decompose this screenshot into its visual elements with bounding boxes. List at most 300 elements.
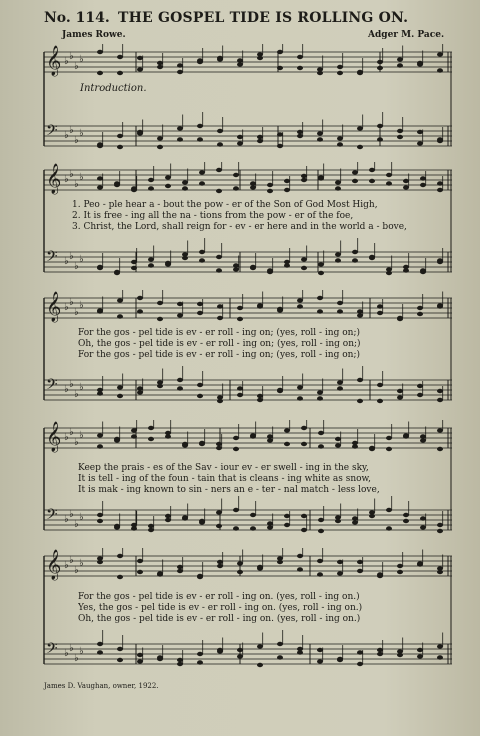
note-head	[437, 447, 443, 451]
note-head	[317, 659, 323, 663]
note-head	[377, 124, 383, 128]
note-head	[137, 67, 143, 71]
note-head	[114, 181, 120, 185]
lyric-line: Oh, the gos - pel tide is ev - er roll - ing on. (yes, roll - ing on.)	[78, 614, 361, 624]
note-head	[182, 442, 188, 446]
note-head	[137, 653, 143, 657]
note-head	[148, 524, 154, 528]
note-head	[237, 386, 243, 390]
note-head	[318, 444, 324, 448]
note-head	[417, 384, 423, 388]
flat-icon: ♭	[69, 297, 74, 308]
note-head	[397, 389, 403, 393]
note-head	[297, 650, 303, 654]
note-head	[301, 178, 307, 182]
note-head	[357, 378, 363, 382]
flat-icon: ♭	[69, 427, 74, 438]
note-head	[250, 185, 256, 189]
note-head	[237, 141, 243, 145]
note-head	[369, 447, 375, 451]
note-head	[217, 304, 223, 308]
flat-icon: ♭	[69, 51, 74, 62]
note-head	[377, 66, 383, 70]
note-head	[386, 173, 392, 177]
note-head	[420, 183, 426, 187]
note-head	[386, 271, 392, 275]
staff	[44, 496, 452, 533]
flat-icon: ♭	[74, 519, 79, 530]
flat-icon: ♭	[74, 437, 79, 448]
note-head	[199, 170, 205, 174]
note-head	[131, 186, 137, 190]
note-head	[284, 442, 290, 446]
note-head	[157, 145, 163, 149]
note-head	[117, 71, 123, 75]
flat-icon: ♭	[79, 512, 84, 523]
note-head	[297, 396, 303, 400]
note-head	[357, 313, 363, 317]
note-head	[337, 571, 343, 575]
flat-icon: ♭	[79, 172, 84, 183]
note-head	[257, 135, 263, 139]
note-head	[337, 658, 343, 662]
note-head	[148, 426, 154, 430]
note-head	[437, 428, 443, 432]
note-head	[357, 662, 363, 666]
note-head	[352, 520, 358, 524]
note-head	[233, 173, 239, 177]
note-head	[403, 179, 409, 183]
note-head	[437, 52, 443, 56]
note-head	[267, 525, 273, 529]
note-head	[267, 189, 273, 193]
note-head	[197, 575, 203, 579]
flat-icon: ♭	[74, 565, 79, 576]
note-head	[337, 65, 343, 69]
note-head	[297, 554, 303, 558]
note-head	[197, 383, 203, 387]
note-head	[157, 384, 163, 388]
note-head	[417, 648, 423, 652]
bass-clef-icon: 𝄢	[46, 248, 58, 269]
flat-icon: ♭	[74, 61, 79, 72]
note-head	[131, 266, 137, 270]
note-head	[335, 443, 341, 447]
flat-icon: ♭	[69, 125, 74, 136]
note-head	[417, 562, 423, 566]
staff	[44, 290, 452, 323]
note-head	[297, 385, 303, 389]
note-head	[357, 309, 363, 313]
flat-icon: ♭	[64, 130, 69, 141]
note-head	[97, 309, 103, 313]
note-head	[437, 258, 443, 262]
note-head	[267, 434, 273, 438]
note-head	[377, 60, 383, 64]
note-head	[267, 521, 273, 525]
note-head	[177, 565, 183, 569]
note-head	[397, 570, 403, 574]
note-head	[437, 655, 443, 659]
note-head	[197, 58, 203, 62]
note-head	[137, 390, 143, 394]
note-head	[318, 262, 324, 266]
note-head	[335, 437, 341, 441]
note-head	[352, 179, 358, 183]
note-head	[277, 655, 283, 659]
composer-credit: Adger M. Pace.	[368, 30, 445, 40]
note-head	[357, 126, 363, 130]
note-head	[257, 565, 263, 569]
note-head	[437, 529, 443, 533]
note-head	[117, 647, 123, 651]
note-head	[301, 442, 307, 446]
note-head	[337, 301, 343, 305]
note-head	[137, 56, 143, 60]
flat-icon: ♭	[79, 254, 84, 265]
note-head	[148, 178, 154, 182]
flat-icon: ♭	[79, 430, 84, 441]
note-head	[377, 383, 383, 387]
lyric-line: It is tell - ing of the foun - tain that is cleans - ing white as snow,	[78, 474, 372, 484]
note-head	[357, 145, 363, 149]
note-head	[297, 66, 303, 70]
note-head	[317, 572, 323, 576]
hymn-title: THE GOSPEL TIDE IS ROLLING ON.	[118, 10, 409, 26]
note-head	[165, 175, 171, 179]
staff	[44, 630, 452, 667]
note-head	[337, 386, 343, 390]
note-head	[437, 570, 443, 574]
note-head	[417, 306, 423, 310]
note-head	[148, 257, 154, 261]
note-head	[257, 663, 263, 667]
note-head	[257, 398, 263, 402]
note-head	[317, 396, 323, 400]
note-head	[237, 648, 243, 652]
staff	[44, 548, 452, 581]
note-head	[177, 137, 183, 141]
note-head	[131, 526, 137, 530]
note-head	[117, 314, 123, 318]
note-head	[97, 50, 103, 54]
note-head	[369, 179, 375, 183]
note-head	[250, 526, 256, 530]
note-head	[377, 572, 383, 576]
note-head	[237, 58, 243, 62]
note-head	[297, 567, 303, 571]
note-head	[199, 442, 205, 446]
note-head	[257, 394, 263, 398]
note-head	[97, 650, 103, 654]
note-head	[377, 648, 383, 652]
bass-clef-icon: 𝄢	[46, 506, 58, 527]
note-head	[420, 434, 426, 438]
copyright-footer: James D. Vaughan, owner, 1922.	[44, 682, 159, 690]
note-head	[117, 658, 123, 662]
note-head	[97, 142, 103, 146]
note-head	[233, 186, 239, 190]
note-head	[277, 560, 283, 564]
flat-icon: ♭	[79, 300, 84, 311]
note-head	[277, 66, 283, 70]
note-head	[352, 258, 358, 262]
treble-clef-icon: 𝄞	[46, 550, 62, 580]
note-head	[277, 642, 283, 646]
note-head	[117, 554, 123, 558]
bass-clef-icon: 𝄢	[46, 122, 58, 143]
note-head	[357, 650, 363, 654]
note-head	[317, 309, 323, 313]
note-head	[197, 302, 203, 306]
note-head	[335, 186, 341, 190]
staff	[44, 366, 452, 403]
note-head	[437, 181, 443, 185]
note-head	[397, 129, 403, 133]
note-head	[277, 50, 283, 54]
note-head	[233, 267, 239, 271]
note-head	[301, 426, 307, 430]
note-head	[197, 394, 203, 398]
note-head	[257, 644, 263, 648]
staff	[44, 112, 452, 149]
flat-icon: ♭	[64, 560, 69, 571]
flat-icon: ♭	[64, 514, 69, 525]
note-head	[357, 560, 363, 564]
note-head	[197, 124, 203, 128]
note-head	[148, 186, 154, 190]
flat-icon: ♭	[74, 389, 79, 400]
lyrics-block-3	[78, 463, 458, 496]
note-head	[237, 570, 243, 574]
note-head	[301, 257, 307, 261]
lyrics-block-2	[78, 328, 458, 361]
note-head	[297, 134, 303, 138]
note-head	[148, 437, 154, 441]
note-head	[284, 428, 290, 432]
note-head	[318, 518, 324, 522]
note-head	[165, 434, 171, 438]
note-head	[337, 309, 343, 313]
note-head	[337, 380, 343, 384]
note-head	[352, 250, 358, 254]
flat-icon: ♭	[64, 302, 69, 313]
note-head	[182, 186, 188, 190]
note-head	[377, 304, 383, 308]
note-head	[216, 510, 222, 514]
note-head	[437, 188, 443, 192]
note-head	[182, 256, 188, 260]
flat-icon: ♭	[64, 256, 69, 267]
flat-icon: ♭	[79, 54, 84, 65]
note-head	[117, 298, 123, 302]
note-head	[437, 389, 443, 393]
note-head	[137, 130, 143, 134]
lyric-line: It is mak - ing known to sin - ners an e - ter - nal match - less love,	[78, 485, 380, 495]
note-head	[301, 528, 307, 532]
note-head	[369, 168, 375, 172]
note-head	[301, 174, 307, 178]
note-head	[437, 523, 443, 527]
note-head	[397, 63, 403, 67]
note-head	[420, 525, 426, 529]
note-head	[337, 142, 343, 146]
note-head	[233, 526, 239, 530]
note-head	[237, 561, 243, 565]
note-head	[131, 434, 137, 438]
note-head	[157, 572, 163, 576]
note-head	[177, 662, 183, 666]
note-head	[114, 524, 120, 528]
flat-icon: ♭	[79, 558, 84, 569]
note-head	[403, 185, 409, 189]
note-head	[217, 564, 223, 568]
flat-icon: ♭	[69, 251, 74, 262]
note-head	[437, 644, 443, 648]
note-head	[403, 513, 409, 517]
note-head	[199, 258, 205, 262]
note-head	[137, 296, 143, 300]
note-head	[250, 434, 256, 438]
note-head	[386, 526, 392, 530]
note-head	[437, 68, 443, 72]
note-head	[217, 316, 223, 320]
treble-clef-icon: 𝄞	[46, 292, 62, 322]
lyrics-block-4	[78, 592, 458, 625]
note-head	[318, 176, 324, 180]
note-head	[199, 181, 205, 185]
note-head	[97, 185, 103, 189]
flat-icon: ♭	[64, 384, 69, 395]
note-head	[297, 304, 303, 308]
flat-icon: ♭	[69, 643, 74, 654]
flat-icon: ♭	[79, 382, 84, 393]
note-head	[97, 266, 103, 270]
note-head	[437, 137, 443, 141]
note-head	[284, 263, 290, 267]
note-head	[216, 168, 222, 172]
note-head	[97, 560, 103, 564]
note-head	[197, 652, 203, 656]
note-head	[337, 136, 343, 140]
note-head	[335, 258, 341, 262]
note-head	[357, 399, 363, 403]
note-head	[318, 271, 324, 275]
note-head	[216, 442, 222, 446]
note-head	[237, 317, 243, 321]
note-head	[157, 655, 163, 659]
note-head	[157, 136, 163, 140]
note-head	[317, 71, 323, 75]
note-head	[317, 390, 323, 394]
note-head	[277, 132, 283, 136]
note-head	[417, 654, 423, 658]
note-head	[335, 180, 341, 184]
note-head	[216, 189, 222, 193]
note-head	[199, 250, 205, 254]
note-head	[397, 564, 403, 568]
lyricist-credit: James Rowe.	[62, 30, 126, 40]
note-head	[417, 130, 423, 134]
note-head	[357, 569, 363, 573]
staff	[44, 238, 452, 275]
note-head	[352, 170, 358, 174]
note-head	[297, 55, 303, 59]
note-head	[177, 63, 183, 67]
lyrics-block-1	[72, 200, 452, 233]
note-head	[137, 386, 143, 390]
note-head	[377, 311, 383, 315]
note-head	[177, 313, 183, 317]
note-head	[377, 399, 383, 403]
note-head	[357, 71, 363, 75]
note-head	[318, 431, 324, 435]
note-head	[257, 139, 263, 143]
note-head	[369, 256, 375, 260]
note-head	[437, 304, 443, 308]
note-head	[233, 508, 239, 512]
note-head	[335, 252, 341, 256]
note-head	[297, 130, 303, 134]
note-head	[301, 266, 307, 270]
note-head	[217, 142, 223, 146]
music-system-intro	[40, 44, 452, 154]
bass-clef-icon: 𝄢	[46, 640, 58, 661]
note-head	[177, 378, 183, 382]
note-head	[97, 642, 103, 646]
flat-icon: ♭	[74, 307, 79, 318]
treble-clef-icon: 𝄞	[46, 46, 62, 76]
note-head	[277, 144, 283, 148]
lyric-line: 2. It is free - ing all the na - tions from the pow - er of the foe,	[72, 211, 354, 221]
note-head	[114, 437, 120, 441]
note-head	[403, 434, 409, 438]
note-head	[216, 255, 222, 259]
note-head	[397, 653, 403, 657]
bass-clef-icon: 𝄢	[46, 376, 58, 397]
note-head	[337, 560, 343, 564]
note-head	[277, 307, 283, 311]
note-head	[420, 176, 426, 180]
note-head	[317, 131, 323, 135]
note-head	[369, 514, 375, 518]
flat-icon: ♭	[69, 169, 74, 180]
note-head	[250, 181, 256, 185]
note-head	[284, 179, 290, 183]
note-head	[386, 508, 392, 512]
flat-icon: ♭	[64, 56, 69, 67]
note-head	[233, 263, 239, 267]
flat-icon: ♭	[74, 653, 79, 664]
flat-icon: ♭	[79, 128, 84, 139]
note-head	[217, 560, 223, 564]
note-head	[117, 394, 123, 398]
note-head	[352, 516, 358, 520]
note-head	[182, 180, 188, 184]
note-head	[177, 126, 183, 130]
note-head	[177, 569, 183, 573]
note-head	[197, 137, 203, 141]
flat-icon: ♭	[69, 379, 74, 390]
note-head	[250, 266, 256, 270]
note-head	[437, 398, 443, 402]
note-head	[237, 654, 243, 658]
note-head	[335, 519, 341, 523]
lyric-line: Keep the prais - es of the Sav - iour ev - er swell - ing in the sky,	[78, 463, 369, 473]
lyric-line: Oh, the gos - pel tide is ev - er roll - ing on; (yes, roll - ing on;)	[78, 339, 361, 349]
note-head	[97, 513, 103, 517]
staff	[44, 162, 452, 195]
